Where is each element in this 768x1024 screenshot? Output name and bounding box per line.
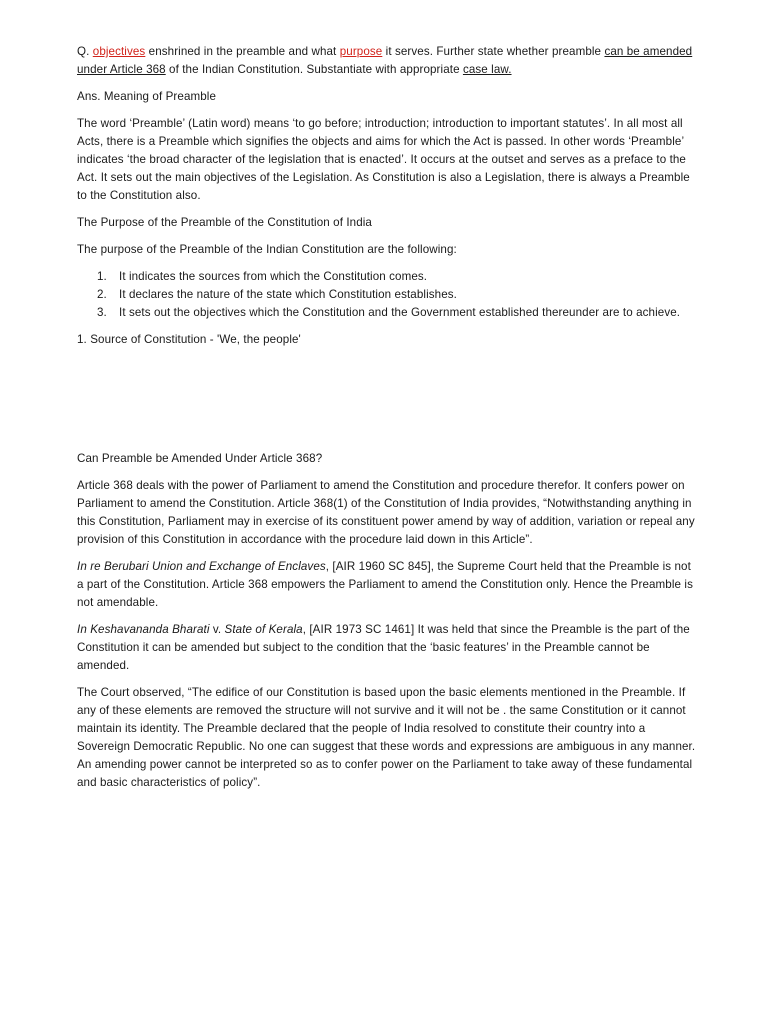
meaning-paragraph: The word ‘Preamble’ (Latin word) means ‘to go before; introduction; introduction to important statutes’. In all most all Acts, there is a Preamble which signifies the objects and aims for which the Act is passed. In other words ‘Preamble’ indicates ‘the broad character of the legislation that is enacted’. It occurs at the outset and serves as a preface to the Act. It sets out the main objectives of the Legislation. As Constitution is also a Legislation, there is always a Preamble to the Constitution also. bbox=[77, 117, 690, 202]
list-number: 3. bbox=[97, 306, 107, 319]
list-text: It sets out the objectives which the Constitution and the Government established thereunder are to achieve. bbox=[119, 306, 681, 319]
case-versus: v. bbox=[209, 623, 225, 636]
list-number: 1. bbox=[97, 270, 107, 283]
list-item bbox=[77, 268, 698, 286]
case-party-2: State of Kerala bbox=[224, 623, 303, 636]
purpose-heading: The Purpose of the Preamble of the Constitution of India bbox=[77, 216, 372, 229]
berubari-paragraph bbox=[77, 558, 698, 612]
underlined-phrase-case-law: case law. bbox=[462, 63, 512, 76]
misspelled-word-purpose: purpose bbox=[339, 45, 383, 58]
underlined-phrase-amendment: can be amended under Article 368 bbox=[77, 45, 693, 76]
source-heading: 1. Source of Constitution - 'We, the people' bbox=[77, 333, 301, 346]
amend-heading: Can Preamble be Amended Under Article 368? bbox=[77, 452, 323, 465]
case-party-1: In Keshavananda Bharati bbox=[77, 623, 210, 636]
keshavananda-paragraph bbox=[77, 621, 698, 675]
answer-heading: Ans. Meaning of Preamble bbox=[77, 90, 217, 103]
question-paragraph bbox=[77, 43, 698, 79]
list-item bbox=[77, 286, 698, 304]
court-observation-paragraph: The Court observed, “The edifice of our Constitution is based upon the basic elements mentioned in the Preamble. If any of these elements are removed the structure will not survive and it will not be . the same Constitution or it cannot maintain its identity. The Preamble declared that the people of India resolved to constitute their country into a Sovereign Democratic Republic. No one can suggest that these words and expressions are ambiguous in any manner. An amending power cannot be interpreted so as to confer power on the Parliament to take away of these fundamental and basic characteristics of policy”. bbox=[77, 686, 696, 789]
list-text: It indicates the sources from which the Constitution comes. bbox=[119, 270, 428, 283]
list-text: It declares the nature of the state which Constitution establishes. bbox=[119, 288, 457, 301]
question-text-1: enshrined in the preamble and what bbox=[145, 45, 340, 58]
list-item bbox=[77, 304, 698, 322]
purpose-list bbox=[77, 268, 698, 322]
question-text-2: it serves. Further state whether preamble bbox=[382, 45, 605, 58]
misspelled-word-objectives: objectives bbox=[92, 45, 146, 58]
blank-space bbox=[77, 358, 698, 450]
question-text-3: of the Indian Constitution. Substantiate with appropriate bbox=[165, 63, 463, 76]
article368-paragraph: Article 368 deals with the power of Parliament to amend the Constitution and procedure therefor. It confers power on Parliament to amend the Constitution. Article 368(1) of the Constitution of India provides, “Notwithstanding anything in this Constitution, Parliament may in exercise of its constituent power amend by way of addition, variation or repeal any provision of this Constitution in accordance with the procedure laid down in this Article”. bbox=[77, 479, 695, 546]
purpose-intro: The purpose of the Preamble of the Indian Constitution are the following: bbox=[77, 243, 457, 256]
list-number: 2. bbox=[97, 288, 107, 301]
berubari-text: , [AIR 1960 SC 845], the Supreme Court held that the Preamble is not a part of the Constitution. Article 368 empowers the Parliament to amend the Constitution only. Hence the Preamble is not amendable. bbox=[77, 560, 693, 609]
keshavananda-text: , [AIR 1973 SC 1461] It was held that since the Preamble is the part of the Constitution it can be amended but subject to the condition that the ‘basic features’ in the Preamble cannot be amended. bbox=[77, 623, 690, 672]
case-name-berubari: In re Berubari Union and Exchange of Enclaves bbox=[77, 560, 326, 573]
question-prefix: Q. bbox=[77, 45, 93, 58]
